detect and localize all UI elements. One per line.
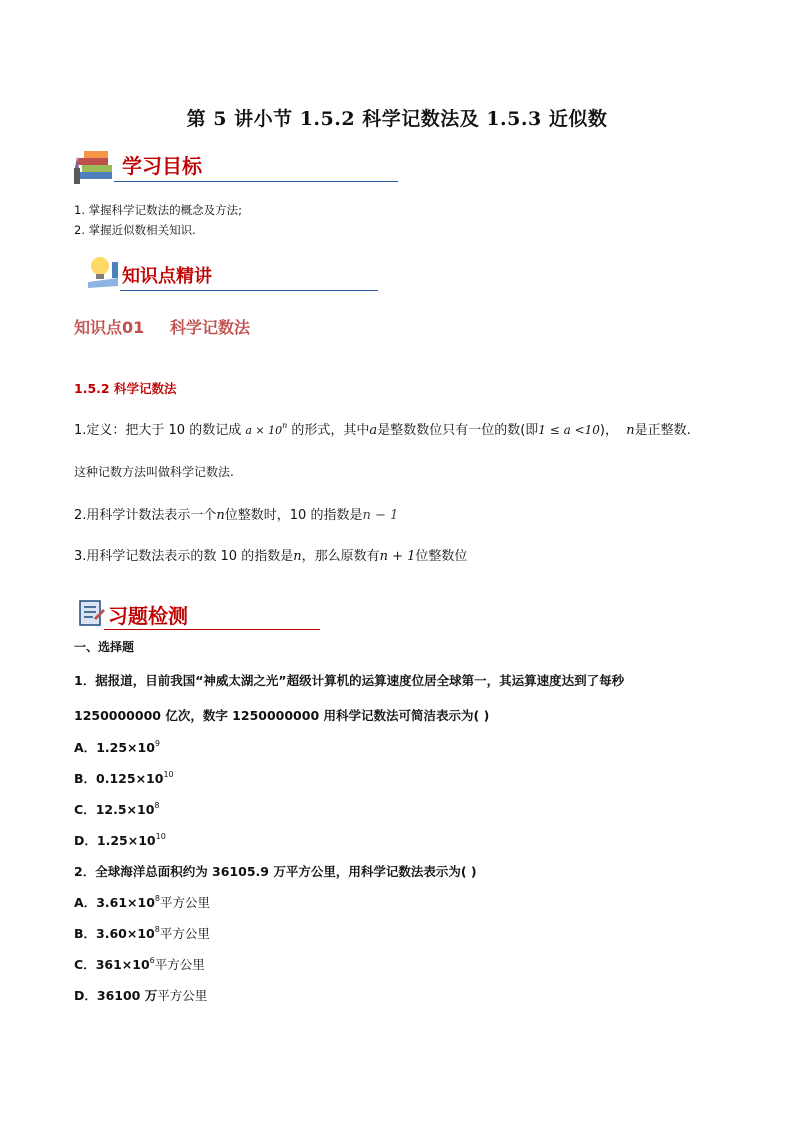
- q2-option-a[interactable]: A．$3.61\times 10^8$平方公里: [74, 894, 211, 910]
- q1-option-d[interactable]: D．$1.25\times 10^{10}$: [74, 832, 166, 848]
- exercise-heading: 习题检测: [108, 604, 188, 628]
- goal-item-2: 2. 掌握近似数相关知识.: [74, 223, 196, 237]
- page-title: 第 5 讲小节 1.5.2 科学记数法及 1.5.3 近似数: [186, 108, 608, 130]
- subheading: 1.5.2 科学记数法: [74, 381, 177, 396]
- knowledge-heading: 知识点精讲: [122, 266, 212, 287]
- q1-option-b[interactable]: B．$0.125\times 10^{10}$: [74, 770, 174, 786]
- q2-option-d[interactable]: D．36100 万平方公里: [74, 988, 208, 1003]
- def-text-4: )，: [599, 423, 618, 438]
- q2-option-b[interactable]: B．$3.60\times 10^8$平方公里: [74, 925, 210, 941]
- def-math-4: n: [626, 423, 635, 438]
- lightbulb-icon: [84, 254, 122, 290]
- def-text-5: 是正整数.: [634, 423, 691, 438]
- section-label: 一、选择题: [74, 640, 135, 654]
- q2-line-1: 2．全球海洋总面积约为 36105.9 万平方公里，用科学记数法表示为( ): [74, 864, 477, 879]
- def-math-2: a: [369, 423, 378, 438]
- goals-divider: [114, 181, 398, 182]
- rule-3: 3.用科学记数法表示的数 10 的指数是n，那么原数有n + 1位整数位: [74, 549, 468, 564]
- q1-option-c[interactable]: C．$12.5\times 10^8$: [74, 801, 160, 817]
- books-icon: [72, 146, 116, 186]
- rule-2: 2.用科学计数法表示一个n位整数时，10 的指数是n − 1: [74, 508, 399, 523]
- q2-option-c[interactable]: C．$361\times 10^6$平方公里: [74, 956, 205, 972]
- q1-option-a[interactable]: A．$1.25\times 10^9$: [74, 739, 160, 755]
- definition-line-2: 这种记数方法叫做科学记数法.: [74, 465, 234, 479]
- definition-line: [74, 419, 691, 438]
- q1-line-1: 1．据报道，目前我国“神威太湖之光”超级计算机的运算速度位居全球第一，其运算速度达到了每秒: [74, 673, 625, 688]
- goal-item-1: 1. 掌握科学记数法的概念及方法;: [74, 203, 243, 217]
- knowledge-point-name: 科学记数法: [170, 318, 251, 337]
- q1-line-2: 1250000000 亿次，数字 1250000000 用科学记数法可简洁表示为( ): [74, 708, 490, 723]
- knowledge-divider: [120, 290, 378, 291]
- def-text-3: 是整数数位只有一位的数(即: [377, 423, 539, 438]
- knowledge-point-label: 知识点01: [74, 318, 145, 337]
- def-math-3: 1 ≤ a <10: [538, 423, 600, 437]
- notebook-icon: [76, 598, 106, 628]
- def-text-2: 的形式，其中: [287, 423, 370, 438]
- goals-heading: 学习目标: [122, 154, 202, 178]
- def-text-1: 1.定义：把大于 10 的数记成: [74, 423, 242, 438]
- def-math-1: $a \times 10^n$: [245, 421, 288, 437]
- exercise-divider: [104, 629, 320, 630]
